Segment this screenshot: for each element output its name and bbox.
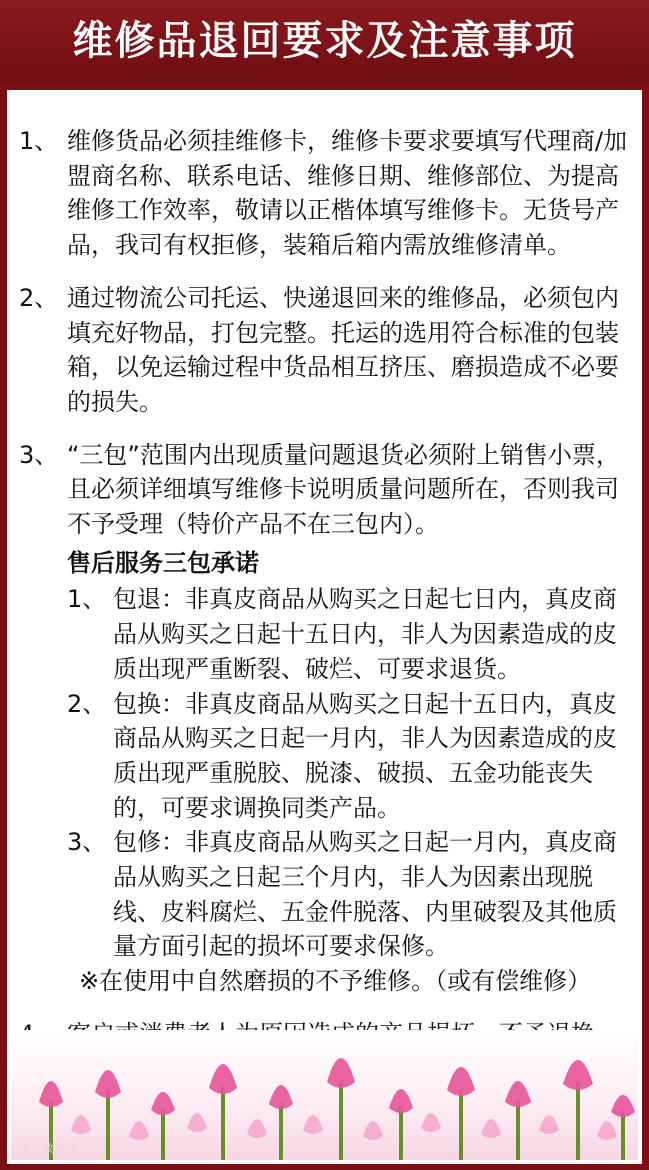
tulip-illustration (11, 1030, 638, 1160)
warranty-text: 包退：非真皮商品从购买之日起七日内，真皮商品从购买之日起十五日内，非人为因素造成的皮质出现严重断裂、破烂、可要求退货。 (113, 585, 617, 683)
list-item (19, 281, 634, 420)
warranty-number: 2、 (67, 689, 107, 718)
warranty-item (67, 687, 634, 826)
list-item (19, 124, 634, 263)
warranty-text: 包修：非真皮商品从购买之日起一月内，真皮商品从购买之日起三个月内，非人为因素出现脱线、皮料腐烂、五金件脱落、内里破裂及其他质量方面引起的损坏可要求保修。 (113, 828, 617, 961)
warranty-number: 3、 (67, 828, 107, 857)
item-number: 1、 (19, 127, 59, 155)
list-item (19, 438, 634, 542)
warranty-number: 1、 (67, 585, 107, 614)
item-number: 2、 (19, 283, 59, 312)
watermark: 众 人教育网 (17, 1142, 76, 1155)
warranty-title: 售后服务三包承诺 (67, 548, 259, 577)
warranty-note: ※在使用中自然磨损的不予维修。（或有偿维修） (79, 967, 592, 996)
warranty-item (67, 825, 634, 964)
warranty-item (67, 582, 634, 686)
warranty-text: 包换：非真皮商品从购买之日起十五日内，真皮商品从购买之日起一月内，非人为因素造成的皮质出现严重脱胶、脱漆、破损、五金功能丧失的，可要求调换同类产品。 (113, 689, 617, 822)
notice-panel (7, 90, 642, 1164)
notice-content (19, 124, 634, 1104)
item-text: 通过物流公司托运、快递退回来的维修品，必须包内填充好物品，打包完整。托运的选用符合标准的包装箱，以免运输过程中货品相互挤压、磨损造成不必要的损失。 (67, 283, 619, 416)
item-number: 3、 (19, 440, 59, 469)
item-text: 维修货品必须挂维修卡，维修卡要求要填写代理商/加盟商名称、联系电话、维修日期、维修部位、为提高维修工作效率，敬请以正楷体填写维修卡。无货号产品，我司有权拒修，装箱后箱内需放维修清单。 (67, 127, 628, 260)
page-title: 维修品退回要求及注意事项 (0, 0, 649, 82)
flower-decoration (11, 1030, 638, 1160)
item-text: “三包”范围内出现质量问题退货必须附上销售小票，且必须详细填写维修卡说明质量问题所在，否则我司不予受理（特价产品不在三包内）。 (67, 440, 620, 539)
